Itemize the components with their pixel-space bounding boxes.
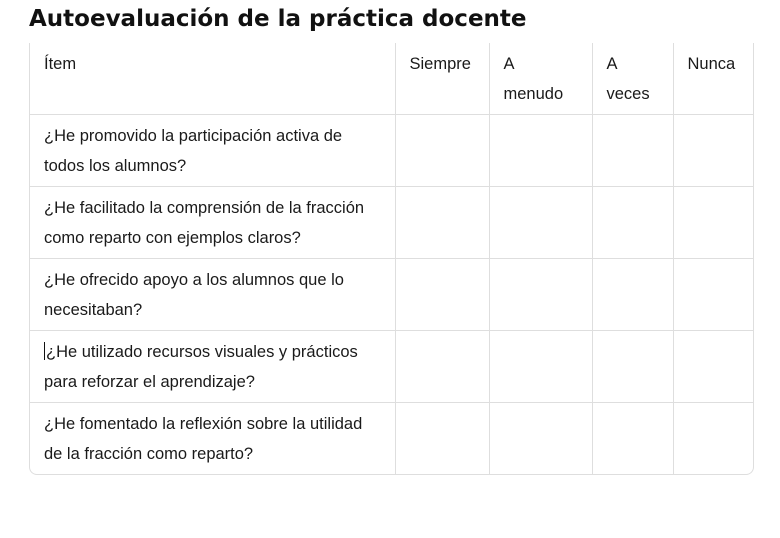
cell-a-veces[interactable] [592, 403, 673, 475]
cell-a-menudo[interactable] [489, 331, 592, 403]
cell-siempre[interactable] [395, 115, 489, 187]
cell-siempre[interactable] [395, 331, 489, 403]
cell-siempre[interactable] [395, 259, 489, 331]
cell-a-menudo[interactable] [489, 403, 592, 475]
row-item-text[interactable]: ¿He promovido la participación activa de todos los alumnos? [30, 115, 395, 187]
header-item: Ítem [30, 43, 395, 115]
row-item-label: ¿He utilizado recursos visuales y prácticos para reforzar el aprendizaje? [44, 343, 358, 391]
row-item-text[interactable]: ¿He ofrecido apoyo a los alumnos que lo necesitaban? [30, 259, 395, 331]
cell-a-menudo[interactable] [489, 187, 592, 259]
table-row [30, 187, 753, 259]
cell-a-menudo[interactable] [489, 115, 592, 187]
evaluation-table [29, 43, 754, 475]
header-a-veces: A veces [592, 43, 673, 115]
table-row [30, 331, 753, 403]
cell-a-veces[interactable] [592, 115, 673, 187]
table-row [30, 115, 753, 187]
row-item-text[interactable]: ¿He fomentado la reflexión sobre la utilidad de la fracción como reparto? [30, 403, 395, 475]
page-title: Autoevaluación de la práctica docente [29, 6, 527, 32]
cell-a-menudo[interactable] [489, 259, 592, 331]
text-cursor [44, 342, 45, 360]
table-row [30, 403, 753, 475]
cell-a-veces[interactable] [592, 331, 673, 403]
cell-siempre[interactable] [395, 187, 489, 259]
cell-a-veces[interactable] [592, 259, 673, 331]
cell-a-veces[interactable] [592, 187, 673, 259]
header-a-menudo: A menudo [489, 43, 592, 115]
cell-nunca[interactable] [673, 331, 753, 403]
cell-nunca[interactable] [673, 403, 753, 475]
cell-nunca[interactable] [673, 187, 753, 259]
cell-siempre[interactable] [395, 403, 489, 475]
table-row [30, 259, 753, 331]
header-row [30, 43, 753, 115]
self-assessment-table [30, 43, 753, 474]
header-siempre: Siempre [395, 43, 489, 115]
cell-nunca[interactable] [673, 115, 753, 187]
row-item-text[interactable]: ¿He facilitado la comprensión de la fracción como reparto con ejemplos claros? [30, 187, 395, 259]
header-nunca: Nunca [673, 43, 753, 115]
row-item-text-editing[interactable] [30, 331, 395, 403]
cell-nunca[interactable] [673, 259, 753, 331]
